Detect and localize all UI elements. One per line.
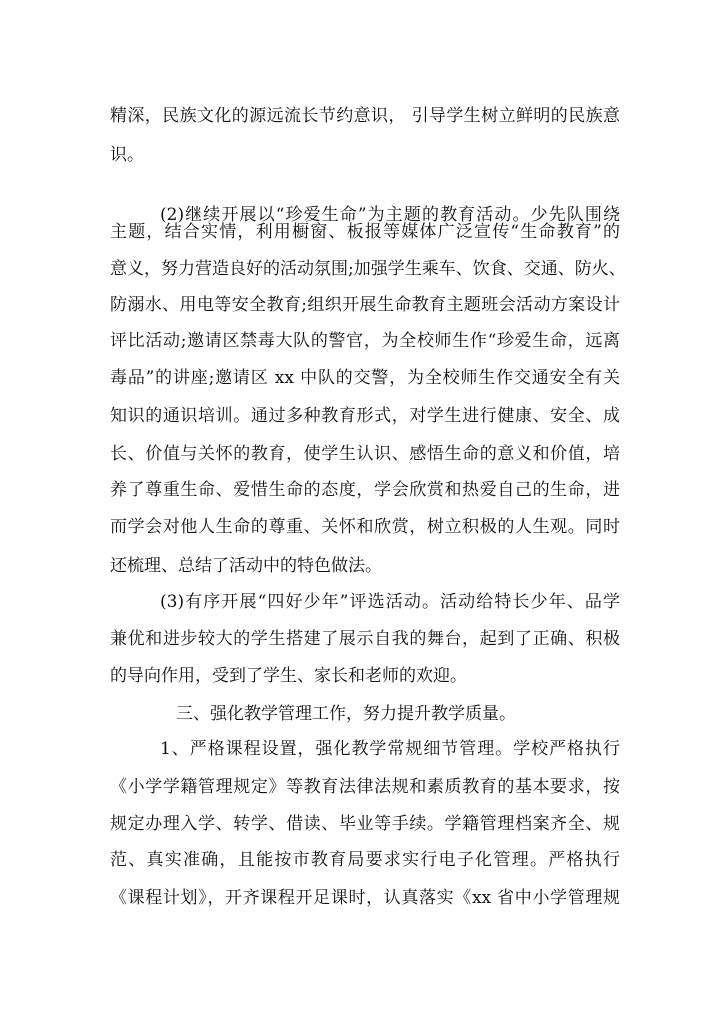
text-line: 毒品”的讲座;邀请区 xx 中队的交警，为全校师生作交通安全有关 xyxy=(110,368,620,388)
text-line: 主题，结合实情，利用橱窗、板报等媒体广泛宣传“生命教育”的 xyxy=(110,222,620,242)
text-line: 《小学学籍管理规定》等教育法律法规和素质教育的基本要求，按 xyxy=(110,777,620,797)
text-line: 意义，努力营造良好的活动氛围;加强学生乘车、饮食、交通、防火、 xyxy=(110,259,626,279)
text-line: 的导向作用，受到了学生、家长和老师的欢迎。 xyxy=(110,666,467,686)
paragraph-start-line: (2)继续开展以“珍爱生命”为主题的教育活动。少先队围绕 xyxy=(160,205,620,225)
section-heading: 三、强化教学管理工作，努力提升教学质量。 xyxy=(176,704,516,724)
text-line: 《课程计划》，开齐课程开足课时，认真落实《xx 省中小学管理规 xyxy=(110,888,620,908)
text-line: 范、真实准确，且能按市教育局要求实行电子化管理。严格执行 xyxy=(110,850,620,870)
text-line: 规定办理入学、转学、借读、毕业等手续。学籍管理档案齐全、规 xyxy=(110,814,620,834)
text-line: 长、价值与关怀的教育，使学生认识、感悟生命的意义和价值，培 xyxy=(110,444,620,464)
paragraph-start-line: (3)有序开展“四好少年”评选活动。活动给特长少年、品学 xyxy=(160,592,620,612)
text-line: 而学会对他人生命的尊重、关怀和欣赏，树立积极的人生观。同时 xyxy=(110,517,620,537)
text-line: 防溺水、用电等安全教育;组织开展生命教育主题班会活动方案设计 xyxy=(110,295,620,315)
text-line: 评比活动;邀请区禁毒大队的警官，为全校师生作“珍爱生命，远离 xyxy=(110,331,620,351)
text-line: 识。 xyxy=(110,145,144,165)
text-line: 还梳理、总结了活动中的特色做法。 xyxy=(110,556,382,576)
text-line: 精深，民族文化的源远流长节约意识， 引导学生树立鲜明的民族意 xyxy=(110,106,620,126)
text-line: 知识的通识培训。通过多种教育形式，对学生进行健康、安全、成 xyxy=(110,406,620,426)
paragraph-start-line: 1、严格课程设置，强化教学常规细节管理。学校严格执行 xyxy=(160,739,620,759)
text-line: 兼优和进步较大的学生搭建了展示自我的舞台，起到了正确、积极 xyxy=(110,629,620,649)
text-line: 养了尊重生命、爱惜生命的态度，学会欣赏和热爱自己的生命，进 xyxy=(110,480,620,500)
